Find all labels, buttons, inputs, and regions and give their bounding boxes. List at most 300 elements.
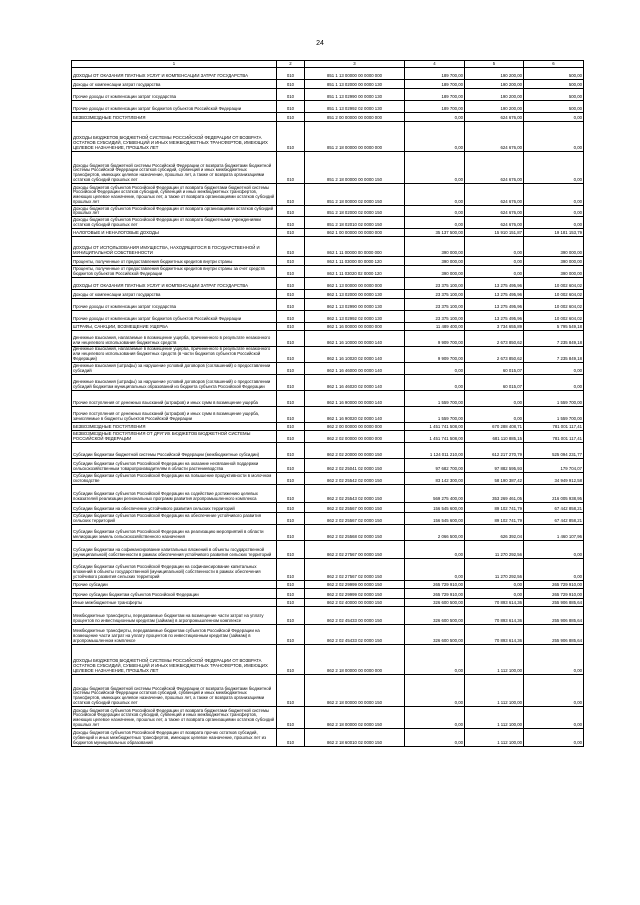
row-budget-code: 862 1 13 02992 02 0000 130 [305,310,405,322]
table-row [72,289,584,298]
row-executed-amount: 0,00 [465,406,524,422]
row-name: Прочие субсидии [72,580,277,588]
row-budget-code: 862 2 02 25542 02 0000 150 [305,472,405,484]
row-executed-amount: 15 910 151,87 [465,228,524,236]
row-budget-code: 862 2 02 29999 02 0000 150 [305,588,405,598]
row-line-code: 010 [277,184,305,206]
row-line-code: 010 [277,289,305,298]
row-line-code: 010 [277,80,305,89]
table-row [72,362,584,374]
row-budget-code: 862 2 02 25568 02 0000 150 [305,524,405,540]
table-row [72,277,584,289]
table-row [72,706,584,728]
table-row [72,484,584,502]
table-row [72,346,584,362]
row-planned-amount: 97 682 700,00 [405,458,465,472]
row-unexecuted-amount: 0,00 [524,558,584,580]
row-budget-code: 862 1 16 90000 00 0000 140 [305,390,405,406]
revenue-table [71,60,584,747]
row-line-code: 010 [277,206,305,217]
row-name: Доходы бюджетов бюджетной системы Российской Федерации от возврата бюджетами бюджетной системы Российской Федерации остатков субсидий, субвенций и иных межбюджетных трансфертов, имеющих целевое назначение, прошлых лет, а также от возврата организациями остатков субсидий прошлых лет [72,674,277,706]
table-row [72,236,584,256]
row-budget-code: 862 2 18 60010 02 0000 150 [305,728,405,746]
row-executed-amount: 13 275 495,96 [465,277,524,289]
row-unexecuted-amount: 500,00 [524,89,584,101]
row-executed-amount: 0,00 [465,588,524,598]
table-row [72,184,584,206]
row-executed-amount: 681 110 885,15 [465,430,524,442]
header-row [72,61,584,68]
row-planned-amount: 326 600 500,00 [405,624,465,644]
row-line-code: 010 [277,322,305,330]
column-header: 6 [524,61,584,68]
row-executed-amount: 0,00 [465,236,524,256]
row-executed-amount: 3 734 655,89 [465,322,524,330]
row-planned-amount: 0,00 [405,644,465,674]
row-executed-amount: 670 288 408,71 [465,422,524,430]
row-unexecuted-amount: 1 559 700,00 [524,406,584,422]
row-planned-amount: 0,00 [405,152,465,184]
row-unexecuted-amount: 390 000,00 [524,265,584,277]
row-unexecuted-amount: 525 094 231,77 [524,442,584,458]
row-line-code: 010 [277,674,305,706]
row-unexecuted-amount: 179 704,07 [524,458,584,472]
row-budget-code: 862 2 18 00000 02 0000 150 [305,706,405,728]
row-name: Субсидии бюджетам бюджетной системы Российской Федерации (межбюджетные субсидии) [72,442,277,458]
row-name: Субсидии бюджетам на софинансирование капитальных вложений в объекты государственной (муниципальной) собственности в рамках обеспечения устойчивого развития сельских территорий [72,540,277,558]
row-executed-amount: 1 112 100,00 [465,706,524,728]
row-planned-amount: 0,00 [405,184,465,206]
column-header: 2 [277,61,305,68]
row-planned-amount: 156 545 600,00 [405,512,465,524]
row-budget-code: 862 2 18 00000 00 0000 150 [305,674,405,706]
row-planned-amount: 0,00 [405,558,465,580]
row-line-code: 010 [277,217,305,228]
row-planned-amount: 0,00 [405,540,465,558]
row-budget-code: 862 1 00 00000 00 0000 000 [305,228,405,236]
row-name: Доходы бюджетов субъектов Российской Федерации от возврата бюджетами бюджетной системы Российской Федерации остатков субсидий, субвенций и иных межбюджетных трансфертов, имеющих целевое назначение, прошлых лет, а также от возврата организациями остатков субсидий прошлых лет [72,706,277,728]
table-row [72,502,584,512]
row-budget-code: 851 1 13 00000 00 0000 000 [305,68,405,80]
row-executed-amount: 190 200,00 [465,80,524,89]
row-unexecuted-amount: 0,00 [524,122,584,152]
row-unexecuted-amount: 10 002 604,02 [524,289,584,298]
row-budget-code: 862 2 02 25567 00 0000 150 [305,502,405,512]
row-line-code: 010 [277,624,305,644]
row-line-code: 010 [277,89,305,101]
row-unexecuted-amount: 781 001 117,41 [524,430,584,442]
row-executed-amount: 2 673 850,62 [465,330,524,346]
row-budget-code: 862 2 02 40000 00 0000 150 [305,598,405,606]
row-budget-code: 851 2 18 00000 02 0000 150 [305,184,405,206]
row-budget-code: 851 2 18 00000 00 0000 150 [305,152,405,184]
row-executed-amount: 70 893 614,36 [465,606,524,624]
row-unexecuted-amount: 0,00 [524,152,584,184]
row-name: БЕЗВОЗМЕЗДНЫЕ ПОСТУПЛЕНИЯ [72,113,277,122]
row-name: Доходы бюджетов субъектов Российской Федерации от возврата бюджетами бюджетной системы Российской Федерации остатков субсидий, субвенций и иных межбюджетных трансфертов, имеющих целевое назначение, прошлых лет, а также от возврата организациями остатков субсидий прошлых лет [72,184,277,206]
table-row [72,458,584,472]
table-row [72,374,584,390]
table-row [72,422,584,430]
row-line-code: 010 [277,310,305,322]
table-row [72,310,584,322]
row-planned-amount: 23 375 100,00 [405,310,465,322]
page-number: 24 [316,40,324,47]
row-line-code: 010 [277,122,305,152]
table-row [72,430,584,442]
row-planned-amount: 9 909 700,00 [405,346,465,362]
row-budget-code: 862 2 02 00000 00 0000 000 [305,430,405,442]
row-line-code: 010 [277,390,305,406]
row-line-code: 010 [277,362,305,374]
row-budget-code: 851 1 13 02992 02 0000 130 [305,101,405,113]
row-planned-amount: 23 375 100,00 [405,298,465,310]
row-name: Прочие поступления от денежных взысканий (штрафов) и иных сумм в возмещение ущерба, зачисляемые в бюджеты субъектов Российской Федерации [72,406,277,422]
row-name: Доходы бюджетов бюджетной системы Российской Федерации от возврата бюджетами бюджетной системы Российской Федерации остатков субсидий, субвенций и иных межбюджетных трансфертов, имеющих целевое назначение, прошлых лет, а также от возврата организациями остатков субсидий прошлых лет [72,152,277,184]
row-line-code: 010 [277,580,305,588]
row-name: Денежные взыскания (штрафы) за нарушение условий договоров (соглашений) о предоставлении субсидий бюджетам муниципальных образований из бюджета субъекта Российской Федерации [72,374,277,390]
table-row [72,217,584,228]
row-line-code: 010 [277,644,305,674]
row-planned-amount: 0,00 [405,362,465,374]
row-name: Субсидии бюджетам субъектов Российской Федерации на софинансирование капитальных вложений в объекты государственной (муниципальной) собственности в рамках обеспечения устойчивого развития сельских территорий [72,558,277,580]
row-line-code: 010 [277,265,305,277]
row-unexecuted-amount: 216 005 938,95 [524,484,584,502]
row-executed-amount: 624 676,00 [465,206,524,217]
row-line-code: 010 [277,113,305,122]
row-budget-code: 862 1 16 90020 02 0000 140 [305,406,405,422]
table-row [72,540,584,558]
row-name: Доходы бюджетов субъектов Российской Федерации от возврата организациями остатков субсидий прошлых лет [72,206,277,217]
row-budget-code: 862 2 02 45433 00 0000 150 [305,606,405,624]
table-row [72,674,584,706]
row-budget-code: 862 2 02 29999 00 0000 150 [305,580,405,588]
row-planned-amount: 326 600 500,00 [405,606,465,624]
row-line-code: 010 [277,277,305,289]
row-planned-amount: 1 451 741 508,00 [405,422,465,430]
row-name: ДОХОДЫ ОТ ИСПОЛЬЗОВАНИЯ ИМУЩЕСТВА, НАХОДЯЩЕГОСЯ В ГОСУДАРСТВЕННОЙ И МУНИЦИПАЛЬНОЙ СОБСТВЕННОСТИ [72,236,277,256]
row-name: ШТРАФЫ, САНКЦИИ, ВОЗМЕЩЕНИЕ УЩЕРБА [72,322,277,330]
row-planned-amount: 23 375 100,00 [405,289,465,298]
table-row [72,298,584,310]
row-line-code: 010 [277,422,305,430]
row-line-code: 010 [277,430,305,442]
row-name: Межбюджетные трансферты, передаваемые бюджетам субъектов Российской Федерации на возмещение части затрат на уплату процентов по инвестиционным кредитам (займам) в агропромышленном комплексе [72,624,277,644]
table-row [72,80,584,89]
row-unexecuted-amount: 0,00 [524,728,584,746]
row-budget-code: 862 1 16 00000 00 0000 000 [305,322,405,330]
row-planned-amount: 1 451 741 508,00 [405,430,465,442]
row-unexecuted-amount: 5 795 549,18 [524,322,584,330]
row-line-code: 010 [277,298,305,310]
row-budget-code: 862 1 13 02990 00 0000 130 [305,298,405,310]
row-unexecuted-amount: 0,00 [524,362,584,374]
row-budget-code: 862 1 11 00000 00 0000 000 [305,236,405,256]
table-row [72,606,584,624]
row-executed-amount: 0,00 [465,390,524,406]
row-line-code: 010 [277,728,305,746]
row-name: Межбюджетные трансферты, передаваемые бюджетам на возмещение части затрат на уплату процентов по инвестиционным кредитам (займам) в агропромышленном комплексе [72,606,277,624]
row-budget-code: 862 2 02 27567 02 0000 150 [305,558,405,580]
table-row [72,322,584,330]
row-budget-code: 862 1 11 03000 00 0000 120 [305,256,405,265]
row-name: Субсидии бюджетам на обеспечение устойчивого развития сельских территорий [72,502,277,512]
row-unexecuted-amount: 19 181 153,79 [524,228,584,236]
row-budget-code: 851 2 18 02000 02 0000 150 [305,206,405,217]
row-line-code: 010 [277,706,305,728]
column-header: 3 [305,61,405,68]
row-name: Проценты, полученные от предоставления бюджетных кредитов внутри страны [72,256,277,265]
table-row [72,330,584,346]
row-name: НАЛОГОВЫЕ И НЕНАЛОГОВЫЕ ДОХОДЫ [72,228,277,236]
table-row [72,442,584,458]
row-executed-amount: 626 392,04 [465,524,524,540]
row-unexecuted-amount: 0,00 [524,644,584,674]
row-name: ДОХОДЫ БЮДЖЕТОВ БЮДЖЕТНОЙ СИСТЕМЫ РОССИЙСКОЙ ФЕДЕРАЦИИ ОТ ВОЗВРАТА ОСТАТКОВ СУБСИДИЙ, СУБВЕНЦИЙ И ИНЫХ МЕЖБЮДЖЕТНЫХ ТРАНСФЕРТОВ, ИМЕЮЩИХ ЦЕЛЕВОЕ НАЗНАЧЕНИЕ, ПРОШЛЫХ ЛЕТ [72,644,277,674]
row-name: Доходы бюджетов субъектов Российской Федерации от возврата бюджетными учреждениями остатков субсидий прошлых лет [72,217,277,228]
table-row [72,152,584,184]
row-executed-amount: 190 200,00 [465,68,524,80]
row-name: Денежные взыскания, налагаемые в возмещение ущерба, причиненного в результате незаконного или нецелевого использования бюджетных средств [72,330,277,346]
row-budget-code: 862 1 11 03020 02 0000 120 [305,265,405,277]
row-planned-amount: 189 700,00 [405,89,465,101]
row-unexecuted-amount: 0,00 [524,374,584,390]
row-name: Доходы от компенсации затрат государства [72,289,277,298]
row-executed-amount: 70 893 614,36 [465,624,524,644]
row-unexecuted-amount: 7 235 849,18 [524,330,584,346]
row-executed-amount: 353 269 461,05 [465,484,524,502]
row-planned-amount: 0,00 [405,113,465,122]
row-budget-code: 862 1 16 10000 00 0000 140 [305,330,405,346]
row-planned-amount: 9 909 700,00 [405,330,465,346]
table-row [72,588,584,598]
row-executed-amount: 97 882 595,93 [465,458,524,472]
row-budget-code: 862 1 16 46000 00 0000 140 [305,362,405,374]
row-executed-amount: 70 893 614,36 [465,598,524,606]
row-planned-amount: 1 559 700,00 [405,390,465,406]
row-name: ДОХОДЫ ОТ ОКАЗАНИЯ ПЛАТНЫХ УСЛУГ И КОМПЕНСАЦИИ ЗАТРАТ ГОСУДАРСТВА [72,277,277,289]
row-line-code: 010 [277,598,305,606]
table-row [72,624,584,644]
row-line-code: 010 [277,256,305,265]
row-budget-code: 851 1 13 02990 00 0000 130 [305,89,405,101]
row-line-code: 010 [277,472,305,484]
row-planned-amount: 189 700,00 [405,80,465,89]
row-line-code: 010 [277,152,305,184]
row-unexecuted-amount: 10 002 604,02 [524,277,584,289]
row-unexecuted-amount: 255 906 885,64 [524,598,584,606]
row-planned-amount: 0,00 [405,374,465,390]
row-name: Денежные взыскания (штрафы) за нарушение условий договоров (соглашений) о предоставлении субсидий [72,362,277,374]
row-line-code: 010 [277,330,305,346]
row-budget-code: 862 1 16 10020 02 0000 140 [305,346,405,362]
table-row [72,265,584,277]
row-unexecuted-amount: 0,00 [524,217,584,228]
row-executed-amount: 1 112 100,00 [465,644,524,674]
row-name: Субсидии бюджетам субъектов Российской Федерации на обеспечение устойчивого развития сельских территорий [72,512,277,524]
row-planned-amount: 265 729 910,00 [405,588,465,598]
row-budget-code: 862 2 02 25041 02 0000 150 [305,458,405,472]
row-unexecuted-amount: 0,00 [524,206,584,217]
row-executed-amount: 11 270 292,56 [465,540,524,558]
row-planned-amount: 390 000,00 [405,256,465,265]
row-name: Доходы от компенсации затрат государства [72,80,277,89]
row-unexecuted-amount: 0,00 [524,540,584,558]
row-budget-code: 851 1 13 02000 00 0000 130 [305,80,405,89]
row-executed-amount: 60 015,07 [465,362,524,374]
table-row [72,598,584,606]
row-executed-amount: 2 673 850,62 [465,346,524,362]
row-budget-code: 862 2 00 00000 00 0000 000 [305,422,405,430]
row-budget-code: 862 2 02 45433 02 0000 150 [305,624,405,644]
row-executed-amount: 624 676,00 [465,113,524,122]
row-executed-amount: 190 200,00 [465,101,524,113]
row-executed-amount: 13 275 495,96 [465,310,524,322]
row-line-code: 010 [277,512,305,524]
row-planned-amount: 0,00 [405,674,465,706]
row-line-code: 010 [277,236,305,256]
table-row [72,122,584,152]
row-line-code: 010 [277,540,305,558]
row-executed-amount: 0,00 [465,256,524,265]
row-name: Субсидии бюджетам субъектов Российской Федерации на оказание несвязанной поддержки сельскохозяйственным товаропроизводителям в области растениеводства [72,458,277,472]
row-unexecuted-amount: 265 729 910,00 [524,580,584,588]
row-executed-amount: 624 676,00 [465,217,524,228]
row-name: Прочие доходы от компенсации затрат бюджетов субъектов Российской Федерации [72,101,277,113]
row-line-code: 010 [277,101,305,113]
row-planned-amount: 0,00 [405,217,465,228]
row-unexecuted-amount: 265 729 910,00 [524,588,584,598]
row-budget-code: 851 2 00 00000 00 0000 000 [305,113,405,122]
row-line-code: 010 [277,442,305,458]
row-planned-amount: 189 700,00 [405,68,465,80]
row-planned-amount: 326 600 500,00 [405,598,465,606]
row-unexecuted-amount: 390 000,00 [524,256,584,265]
row-unexecuted-amount: 1 559 700,00 [524,390,584,406]
row-name: Субсидии бюджетам субъектов Российской Федерации на реализацию мероприятий в области мелиорации земель сельскохозяйственного назначения [72,524,277,540]
row-planned-amount: 569 275 400,00 [405,484,465,502]
row-executed-amount: 60 015,07 [465,374,524,390]
table-row [72,728,584,746]
row-unexecuted-amount: 500,00 [524,80,584,89]
row-planned-amount: 1 124 011 210,00 [405,442,465,458]
row-planned-amount: 35 137 500,00 [405,228,465,236]
row-line-code: 010 [277,524,305,540]
row-name: Прочие поступления от денежных взысканий (штрафов) и иных сумм в возмещение ущерба [72,390,277,406]
row-unexecuted-amount: 67 442 858,21 [524,502,584,512]
row-executed-amount: 0,00 [465,265,524,277]
row-unexecuted-amount: 0,00 [524,184,584,206]
row-budget-code: 862 2 02 25567 02 0000 150 [305,512,405,524]
row-line-code: 010 [277,406,305,422]
row-unexecuted-amount: 255 906 885,64 [524,624,584,644]
row-planned-amount: 0,00 [405,122,465,152]
table-row [72,68,584,80]
row-name: Субсидии бюджетам субъектов Российской Федерации на повышение продуктивности в молочном скотоводстве [72,472,277,484]
row-unexecuted-amount: 0,00 [524,706,584,728]
table-row [72,113,584,122]
row-name: Прочие субсидии бюджетам субъектов Российской Федерации [72,588,277,598]
row-unexecuted-amount: 1 460 107,96 [524,524,584,540]
row-planned-amount: 189 700,00 [405,101,465,113]
row-line-code: 010 [277,228,305,236]
table-row [72,206,584,217]
row-line-code: 010 [277,588,305,598]
row-planned-amount: 23 375 100,00 [405,277,465,289]
table-row [72,228,584,236]
row-executed-amount: 0,00 [465,580,524,588]
row-unexecuted-amount: 0,00 [524,113,584,122]
row-planned-amount: 0,00 [405,206,465,217]
row-executed-amount: 624 676,00 [465,122,524,152]
row-planned-amount: 2 066 500,00 [405,524,465,540]
row-unexecuted-amount: 67 442 858,21 [524,512,584,524]
row-line-code: 010 [277,502,305,512]
row-executed-amount: 58 190 387,42 [465,472,524,484]
row-budget-code: 862 2 02 27567 00 0000 150 [305,540,405,558]
table-row [72,406,584,422]
row-unexecuted-amount: 10 002 604,02 [524,310,584,322]
row-name: Проценты, полученные от предоставления бюджетных кредитов внутри страны за счет средств бюджетов субъектов Российской Федерации [72,265,277,277]
row-name: ДОХОДЫ ОТ ОКАЗАНИЯ ПЛАТНЫХ УСЛУГ И КОМПЕНСАЦИИ ЗАТРАТ ГОСУДАРСТВА [72,68,277,80]
row-unexecuted-amount: 34 949 912,58 [524,472,584,484]
row-planned-amount: 11 489 400,00 [405,322,465,330]
row-planned-amount: 156 545 600,00 [405,502,465,512]
row-unexecuted-amount: 0,00 [524,674,584,706]
row-budget-code: 862 1 16 46020 02 0000 140 [305,374,405,390]
row-executed-amount: 624 676,00 [465,152,524,184]
row-name: Субсидии бюджетам субъектов Российской Федерации на содействие достижению целевых показателей реализации региональных программ развития агропромышленного комплекса [72,484,277,502]
row-planned-amount: 390 000,00 [405,236,465,256]
row-name: Денежные взыскания, налагаемые в возмещение ущерба, причиненного в результате незаконного или нецелевого использования бюджетных средств (в части бюджетов субъектов Российской Федерации) [72,346,277,362]
row-executed-amount: 13 275 495,96 [465,298,524,310]
row-executed-amount: 89 102 741,79 [465,512,524,524]
row-line-code: 010 [277,458,305,472]
row-unexecuted-amount: 500,00 [524,68,584,80]
row-unexecuted-amount: 781 001 117,41 [524,422,584,430]
row-line-code: 010 [277,346,305,362]
row-planned-amount: 0,00 [405,706,465,728]
row-name: БЕЗВОЗМЕЗДНЫЕ ПОСТУПЛЕНИЯ ОТ ДРУГИХ БЮДЖЕТОВ БЮДЖЕТНОЙ СИСТЕМЫ РОССИЙСКОЙ ФЕДЕРАЦИИ [72,430,277,442]
row-executed-amount: 11 270 292,56 [465,558,524,580]
row-executed-amount: 1 112 100,00 [465,728,524,746]
row-line-code: 010 [277,558,305,580]
row-budget-code: 862 2 02 25543 02 0000 150 [305,484,405,502]
table-body [72,68,584,747]
row-budget-code: 862 1 13 00000 00 0000 000 [305,277,405,289]
row-unexecuted-amount: 7 235 849,18 [524,346,584,362]
row-line-code: 010 [277,606,305,624]
row-executed-amount: 612 217 270,79 [465,442,524,458]
row-budget-code: 862 2 02 20000 00 0000 150 [305,442,405,458]
row-name: Иные межбюджетные трансферты [72,598,277,606]
row-budget-code: 862 2 18 00000 00 0000 000 [305,644,405,674]
row-executed-amount: 624 676,00 [465,184,524,206]
table-row [72,558,584,580]
row-planned-amount: 0,00 [405,728,465,746]
table-row [72,89,584,101]
row-line-code: 010 [277,68,305,80]
row-planned-amount: 1 559 700,00 [405,406,465,422]
row-name: ДОХОДЫ БЮДЖЕТОВ БЮДЖЕТНОЙ СИСТЕМЫ РОССИЙСКОЙ ФЕДЕРАЦИИ ОТ ВОЗВРАТА ОСТАТКОВ СУБСИДИЙ, СУБВЕНЦИЙ И ИНЫХ МЕЖБЮДЖЕТНЫХ ТРАНСФЕРТОВ, ИМЕЮЩИХ ЦЕЛЕВОЕ НАЗНАЧЕНИЕ, ПРОШЛЫХ ЛЕТ [72,122,277,152]
row-executed-amount: 1 112 100,00 [465,674,524,706]
column-header: 1 [72,61,277,68]
table-row [72,524,584,540]
row-executed-amount: 13 275 495,96 [465,289,524,298]
table-row [72,472,584,484]
table-row [72,644,584,674]
column-header: 4 [405,61,465,68]
